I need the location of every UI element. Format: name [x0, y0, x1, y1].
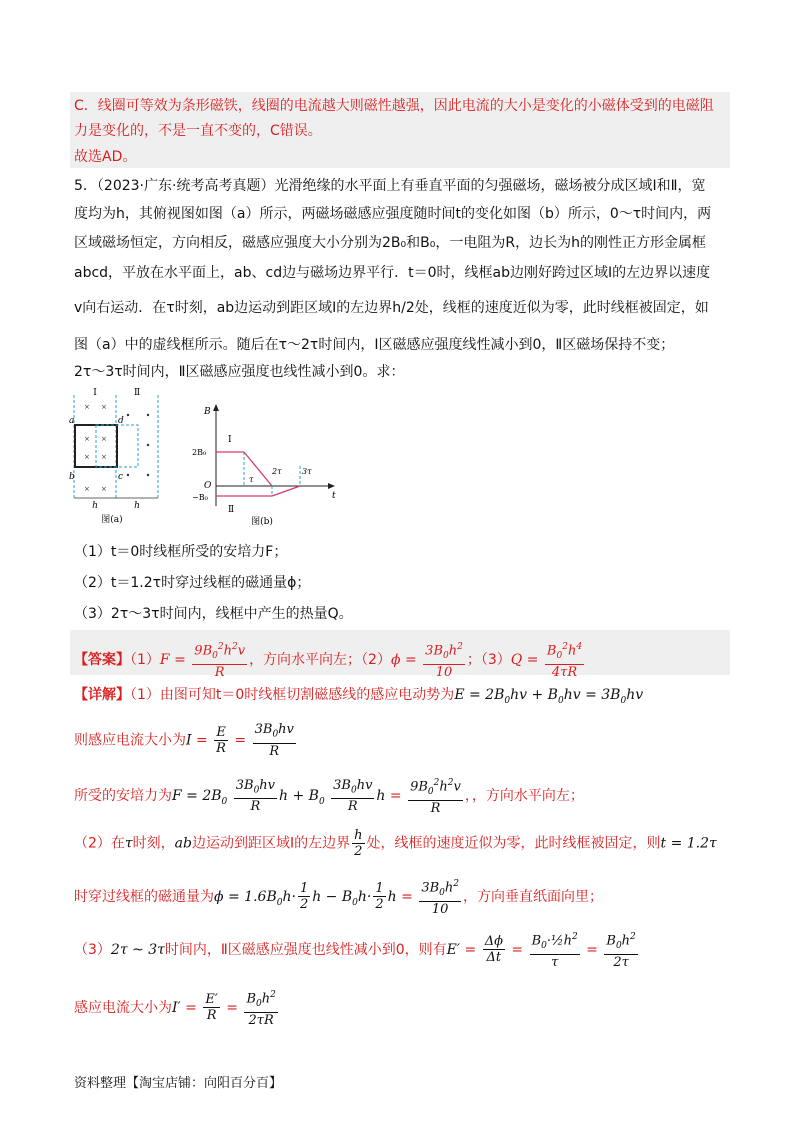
answer-p2: （2） — [361, 651, 391, 668]
detail-line3: 所受的安培力为$F = 2B_0$ $\frac{3B_0hv}{R}$ $h + B_0$ $\frac{3B_0hv}{R}$ h = $\frac{9B_0^2h^2v}{R}$ ，，方向水平向左； — [74, 777, 584, 816]
origin-label: O — [204, 481, 212, 491]
option-c-line2: 力是变化的，不是一直不变的，C错误。 — [74, 123, 322, 139]
detail-label: 【详解】 — [74, 687, 130, 703]
detail-l6a: （3） — [74, 941, 111, 958]
option-c-line1: C．线圈可等效为条形磁铁，线圈的电流越大则磁性越强，因此电流的大小是变化的小磁体受到的电磁阻 — [74, 98, 714, 114]
detail-l3-tail: ，，方向水平向左； — [464, 787, 584, 804]
problem-line7: 2τ～3τ时间内，Ⅱ区磁感应强度也线性减小到0。求： — [74, 364, 405, 380]
problem-line2: 度均为h，其俯视图如图（a）所示，两磁场磁感应强度随时间t的变化如图（b）所示，0～τ时间内，两 — [74, 206, 712, 222]
answer-p2-tail: ； — [466, 651, 481, 668]
figure-b-label: 图(b) — [251, 517, 273, 527]
curve-2-ramp — [272, 486, 300, 496]
detail-line5: 时穿过线框的磁通量为$\phi = 1.6B_0h\cdot$ $\frac{1}{2}$ $h - B_0h\cdot$ $\frac{1}{2}$ h = $\frac{3B_0h^2}{10}$ ，方向垂直纸面向里； — [74, 879, 603, 917]
figure-a-label: 图(a) — [101, 515, 123, 525]
option-c-line3: 故选AD。 — [74, 149, 137, 165]
detail-l4d: 处，线框的速度近似为零，此时线框被固定，则 — [366, 835, 661, 852]
problem-line3: 区域磁场恒定，方向相反，磁感应强度大小分别为2B₀和B₀，一电阻为R，边长为h的刚性正方形金属框 — [74, 235, 706, 251]
tick-tau: τ — [249, 475, 254, 484]
tick-3tau: 3τ — [302, 467, 312, 476]
problem-line5: v向右运动．在τ时刻，ab边运动到距区域Ⅰ的左边界h/2处，线框的速度近似为零，此时线框被固定，如 — [74, 300, 709, 316]
curve-2-label: Ⅱ — [228, 505, 235, 515]
answer-p1-tail: ，方向水平向左； — [249, 651, 362, 668]
svg-text:×: × — [84, 485, 90, 493]
answer-p1: （1） — [130, 651, 160, 668]
width-label-1: h — [92, 501, 98, 511]
problem-text-1: 光滑绝缘的水平面上有垂直平面的匀强磁场，磁场被分成区域Ⅰ和Ⅱ，宽 — [274, 178, 706, 194]
detail-l4b: 时刻， — [132, 835, 175, 852]
curve-1-label: Ⅰ — [228, 435, 232, 445]
problem-line6: 图（a）中的虚线框所示。随后在τ～2τ时间内，Ⅰ区磁感应强度线性减小到0，Ⅱ区磁场保持不变； — [74, 337, 675, 353]
detail-l7: 感应电流大小为 — [74, 999, 172, 1016]
answer-line: 【答案】（1）F = $\frac{9B_0^2h^2v}{R}$ ，方向水平向左；（2）ϕ = $\frac{3B_0h^2}{10}$ ；（3）Q = $\frac{B_0^2h^4}{4\tau R}$ — [74, 642, 583, 680]
figure-a — [70, 385, 170, 530]
svg-text:×: × — [84, 435, 90, 443]
x-axis-label: t — [332, 491, 336, 501]
detail-l1: （1）由图可知t＝0时线框切割磁感线的感应电动势为 — [130, 687, 455, 703]
detail-l4c: 边运动到距区域Ⅰ的左边界 — [191, 835, 351, 852]
region-2-label: Ⅱ — [133, 388, 141, 398]
detail-line6: （3）2τ ~ 3τ时间内，Ⅱ区磁感应强度也线性减小到0，则有E′ = $\frac{\Delta\phi}{\Delta t}$ = $\frac{B_0\cdot\frac{1}{2}h^2}{\tau}$ = $\frac{B_0h^2}{2\tau}$ — [74, 932, 636, 970]
tick-negB0: −B₀ — [192, 493, 208, 502]
question-2: （2）t＝1.2τ时穿过线框的磁通量ϕ； — [74, 575, 311, 591]
question-3: （3）2τ～3τ时间内，线框中产生的热量Q。 — [74, 606, 353, 622]
detail-l3: 所受的安培力为 — [74, 787, 172, 804]
detail-line1: 【详解】（1）由图可知t＝0时线框切割磁感线的感应电动势为$E = 2B_0hv + B_0hv = 3B_0hv$ — [74, 687, 644, 706]
detail-l5: 时穿过线框的磁通量为 — [74, 888, 214, 905]
corner-b: b — [69, 472, 75, 482]
corner-a: a — [69, 416, 75, 426]
detail-l2: 则感应电流大小为 — [74, 732, 186, 749]
detail-l4a: （2）在 — [74, 835, 125, 852]
cross-marks — [84, 403, 107, 493]
problem-number: 5． — [74, 178, 97, 194]
detail-l6b: 时间内，Ⅱ区磁感应强度也线性减小到0，则有 — [164, 941, 447, 958]
problem-line4: abcd，平放在水平面上，ab、cd边与磁场边界平行．t＝0时，线框ab边刚好跨过区域Ⅰ的左边界以速度 — [74, 265, 711, 281]
region-1-label: Ⅰ — [93, 388, 97, 398]
svg-text:×: × — [101, 435, 107, 443]
y-axis-label: B — [204, 407, 211, 417]
svg-text:×: × — [101, 485, 107, 493]
svg-text:×: × — [101, 453, 107, 461]
problem-line1 — [74, 176, 705, 196]
detail-line7: 感应电流大小为I′ = $\frac{E'}{R}$ = $\frac{B_0h^2}{2\tau R}$ — [74, 990, 276, 1028]
width-label-2: h — [134, 501, 140, 511]
tick-2tau: 2τ — [272, 467, 282, 476]
corner-d: d — [118, 416, 124, 426]
problem-source: （2023·广东·统考高考真题） — [96, 178, 275, 194]
corner-c: c — [118, 472, 124, 482]
tick-2B0: 2B₀ — [192, 448, 207, 457]
question-1: （1）t＝0时线框所受的安培力F； — [74, 544, 288, 560]
svg-text:×: × — [84, 403, 90, 411]
answer-label: 【答案】 — [74, 651, 130, 668]
svg-text:×: × — [101, 403, 107, 411]
footer-source: 资料整理【淘宝店铺：向阳百分百】 — [74, 1076, 283, 1091]
detail-line2: 则感应电流大小为I = $\frac{E}{R}$ = $\frac{3B_0hv}{R}$ — [74, 722, 294, 759]
svg-text:×: × — [84, 453, 90, 461]
detail-l5-tail: ，方向垂直纸面向里； — [462, 888, 603, 905]
detail-line4: （2）在τ时刻，ab边运动到距区域Ⅰ的左边界 $\frac{h}{2}$ 处，线框的速度近似为零，此时线框被固定，则t = 1.2τ — [74, 828, 717, 859]
answer-p3: （3） — [480, 651, 511, 668]
figure-b — [192, 402, 342, 530]
